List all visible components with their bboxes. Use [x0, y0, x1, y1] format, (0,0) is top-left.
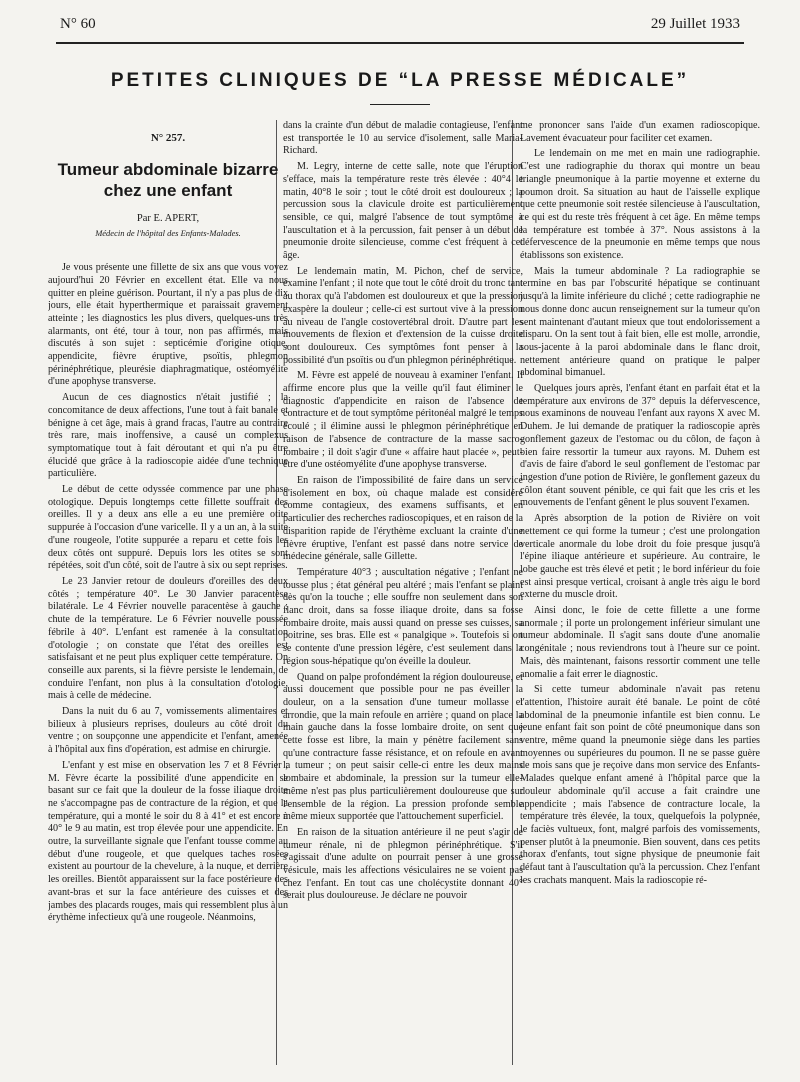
journal-banner: PETITES CLINIQUES DE “LA PRESSE MÉDICALE” [110, 70, 690, 91]
author-byline: Par E. APERT, [136, 212, 200, 224]
paragraph: Température 40°3 ; auscultation négative ; l'enfant ne tousse plus ; état général peu altéré ; mais l'enfant se plaint dès qu'on la touche ; elle souffre non seulement dans son flanc droit, dans sa fosse iliaque droite, dans sa fosse lombaire droite, mais aussi quand on presse ses cuisses, sa poitrine, ses bras. Elle est « panalgique ». Toutefois si on se contente d'une pression légère, c'est seulement dans la région sous-hépatique qu'on éveille la douleur. [283, 566, 523, 667]
article-title [48, 159, 288, 201]
paragraph: Le lendemain on me met en main une radiographie. C'est une radiographie du thorax qui montre un beau triangle pneumonique à la partie moyenne et externe du poumon droit. Sa situation au haut de l'aisselle explique que cette pneumonie soit restée silencieuse à l'auscultation, ce qui est du reste très fréquent à cet âge. En même temps la température est tombée à 37°. Nous assistons à la défervescence de la pneumonie en même temps que nous établissons son existence. [520, 148, 760, 262]
paragraph: Si cette tumeur abdominale n'avait pas retenu l'attention, l'histoire aurait été banale. Le point de côté abdominal de la pneumonie infantile est bien connu. Le jeune enfant fait son point de côté pneumonique dans son ventre, même quand la pneumonie siège dans les parties moyennes ou supérieures du poumon. Il ne se passe guère de mois sans que je reçoive dans mon service des Enfants-Malades quelque enfant amené à l'hôpital parce que la douleur abdominale qu'il accuse a fait craindre une appendicite ; mais l'absence de contracture locale, la température très élevée, la toux, quelquefois la polypnée, le faciès vultueux, font, malgré parfois des vomissements, penser plutôt à la pneumonie. Bien souvent, dans ces petits thorax d'enfants, tout signe physique de pneumonie fait défaut tant à l'auscultation qu'à la percussion. Chez l'enfant les crachats manquent. Mais la radioscopie ré- [520, 684, 760, 886]
text-column-1 [48, 120, 288, 1065]
paragraph: dans la crainte d'un début de maladie contagieuse, l'enfant est transportée le 10 au service d'isolement, salle Maria-Richard. [283, 120, 523, 157]
text-column-2 [283, 120, 523, 1065]
paragraph: En raison de la situation antérieure il ne peut s'agir de tumeur rénale, ni de phlegmon périnéphrétique. S'il s'agissait d'une adulte on pourrait penser à une grosse vésicule, mais les affections vésiculaires ne se voient pas chez l'enfant. En tout cas une cholécystite donnant 40° serait plus douloureuse. Je déclare ne pouvoir [283, 826, 523, 902]
issue-number: N° 60 [60, 16, 96, 32]
text-column-3 [520, 120, 760, 1065]
author-affiliation: Médecin de l'hôpital des Enfants-Malades. [95, 228, 241, 239]
paragraph: M. Fèvre est appelé de nouveau à examiner l'enfant. Il affirme encore plus que la veille qu'il faut éliminer le diagnostic d'appendicite en raison de l'absence de contracture et de tout symptôme péritonéal malgré le temps écoulé ; il élimine aussi le phlegmon périnéphrétique en raison de l'absence de contracture de la masse sacro-lombaire ; il doit s'agir d'une « affaire haut placée », peut-être d'une ostéomyélite d'une apophyse transverse. [283, 370, 523, 471]
paragraph: En raison de l'impossibilité de faire dans un service d'isolement en box, où chaque malade est considéré comme contagieux, des examens suffisants, et en particulier des recherches radioscopiques, et en raison de la disparition rapide de l'érythème excluant la crainte d'une fièvre éruptive, l'enfant est passé dans notre service de médecine générale, salle Gillette. [283, 474, 523, 563]
title-line-2: chez une enfant [103, 180, 233, 200]
article-number: N° 257. [150, 132, 186, 144]
paragraph: Ainsi donc, le foie de cette fillette a une forme anormale ; il porte un prolongement inférieur simulant une tumeur abdominale. Il s'agit sans doute d'une anomalie congénitale ; nous reviendrons tout à l'heure sur ce point. Mais, dès maintenant, faisons ressortir comment une telle anomalie a fait errer le diagnostic. [520, 605, 760, 680]
banner-rule [370, 104, 430, 105]
paragraph: Le lendemain matin, M. Pichon, chef de service, examine l'enfant ; il note que tout le côté droit du tronc tant au thorax qu'à l'abdomen est douloureux et que la pression exaspère la douleur ; celle-ci est surtout vive à la pression au niveau de l'angle costovertébral droit. D'autre part les mouvements de flexion et d'extension de la cuisse droite sont douloureux. Ces symptômes font penser à la possibilité d'un psoïtis ou d'un phlegmon périnéphrétique. [283, 265, 523, 366]
paragraph: Quelques jours après, l'enfant étant en parfait état et la température aux environs de 37° depuis la défervescence, nous examinons de nouveau l'enfant aux rayons X avec M. Duhem. Je lui demande de pratiquer la radioscopie après gonflement gazeux de l'estomac ou du côlon, de façon à bien faire ressortir la tumeur aux rayons. M. Duhem est d'avis de faire d'abord le seul gonflement de l'estomac par ingestion d'une potion de Rivière, le gonflement gazeux du côlon étant souvent pénible, ce qui fait que les cris et les mouvements de l'enfant gênent le plus souvent l'examen. [520, 383, 760, 509]
paragraph: Mais la tumeur abdominale ? La radiographie se termine en bas par l'obscurité hépatique se continuant jusqu'à la limite inférieure du cliché ; cette radiographie ne nous donne donc aucun renseignement sur la tumeur qu'on sent maintenant d'autant mieux que tout endolorissement a disparu. On la sent tout à fait bien, elle est molle, arrondie, sous-jacente à la paroi abdominale dans le flanc droit, nettement antérieure quand on pratique le palper abdominal bimanuel. [520, 265, 760, 379]
issue-date: 29 Juillet 1933 [650, 16, 740, 32]
paragraph: me prononcer sans l'aide d'un examen radioscopique. Lavement évacuateur pour faciliter cet examen. [520, 120, 760, 144]
title-line-1: Tumeur abdominale bizarre [57, 159, 279, 179]
paragraph: Aucun de ces diagnostics n'était justifié ; la concomitance de deux affections, l'une tout à fait banale et bénigne à cet âge, mais à grand fracas, l'autre au contraire très rare, mais inoffensive, a causé un complexus symptomatique tout à fait déroutant et qui n'a pu être élucidé que grâce à la radioscopie aidée d'une technique particulière. [48, 392, 288, 480]
paragraph: L'enfant y est mise en observation les 7 et 8 Février ; M. Fèvre écarte la possibilité d'une appendicite en se basant sur ce fait que la douleur de la fosse iliaque droite ne s'accompagne pas de contracture de la région, et que la température, qui a monté le soir du 8 à 41° et est encore à 40° le 9 au matin, est trop élevée pour une appendicite. En outre, la surveillante signale que l'enfant tousse comme au début d'une rougeole, et que quelques taches rosées existent au pourtour de la chevelure, à la nuque, et derrière les oreilles. Bientôt apparaissent sur la face postérieure des avant-bras et sur la face antérieure des cuisses et des jambes des placards rouges, mais qui ressemblent plus à un érythème infectieux qu'à une rougeole. Néanmoins, [48, 759, 288, 924]
paragraph: Je vous présente une fillette de six ans que vous voyez aujourd'hui 20 Février en excellent état. Elle va nous quitter en pleine guérison. Pourtant, il n'y a pas plus de dix jours, elle était hyperthermique et paraissait gravement atteinte ; les diagnostics les plus divers, quelques-uns très alarmants, ont été, tour à tour, non pas affirmés, mais discutés à son sujet : septicémie d'origine otique, appendicite, fièvre éruptive, psoïtis, phlegmon périnéphrétique, pleurésie diaphragmatique, ostéomyélite d'une apophyse transverse. [48, 262, 288, 388]
header-rule [56, 42, 744, 44]
paragraph: Le début de cette odyssée commence par une phase otologique. Depuis longtemps cette fillette souffrait des oreilles. Il y a deux ans elle a eu une première otite suppurée à l'occasion d'une varicelle. Il y a un an, à la suite d'une rougeole, l'otite suppurée a reparu et cette fois les deux côtés ont suppuré. Depuis lors les otites se sont répétées, soit d'un côté, soit de l'autre à six ou sept reprises. [48, 484, 288, 572]
paragraph: Après absorption de la potion de Rivière on voit nettement ce qui forme la tumeur ; c'est une prolongation verticale anormale du lobe droit du foie presque jusqu'à l'épine iliaque antérieure et supérieure. Au contraire, le lobe gauche est très élevé et petit ; le bord inférieur du foie est ainsi presque vertical, croisant à angle très aigu le bord externe du muscle droit. [520, 513, 760, 601]
paragraph: Le 23 Janvier retour de douleurs d'oreilles des deux côtés ; température 40°. Le 30 Janvier paracentèse bilatérale. Le 4 Février nouvelle paracentèse à gauche ; chute de la température. Le 6 Février nouvelle poussée fébrile à 40°. L'enfant est ramenée à la consultation d'otologie ; on constate que l'état des oreilles est satisfaisant et ne peut plus expliquer cette température. On conseille aux parents, si la fièvre persiste le lendemain, de conduire l'enfant, non plus à la consultation d'otologie, mais à celle de médecine. [48, 575, 288, 702]
paragraph: Dans la nuit du 6 au 7, vomissements alimentaires et bilieux à plusieurs reprises, douleurs au côté droit du ventre ; on soupçonne une appendicite et l'enfant, amenée à l'hôpital aux fins d'opération, est admise en chirurgie. [48, 706, 288, 756]
paragraph: M. Legry, interne de cette salle, note que l'éruption s'efface, mais la température reste très élevée : 40°4 le matin, 40°8 le soir ; tout le côté droit est douloureux ; la percussion sous la clavicule droite est particulièrement sensible, ce qui, malgré l'absence de tout symptôme à l'auscultation et à la percussion, fait penser à un début de pneumonie droite silencieuse, comme c'est fréquent à cet âge. [283, 161, 523, 262]
paragraph: Quand on palpe profondément la région douloureuse, et aussi doucement que possible pour ne pas éveiller la douleur, on a la sensation d'une tumeur mollasse et arrondie, que la main refoule en arrière ; quand on place la main gauche dans la fosse lombaire droite, on sent que cette fosse est libre, la main y pénètre facilement sans qu'une contracture fasse résistance, et on refoule en avant la tumeur ; on peut saisir celle-ci entre les deux mains lombaire et abdominale, la pression sur la tumeur elle-même n'est pas plus particulièrement douloureuse que sur l'ensemble de la région. La pression profonde semble même mieux supportée que l'attouchement superficiel. [283, 671, 523, 823]
